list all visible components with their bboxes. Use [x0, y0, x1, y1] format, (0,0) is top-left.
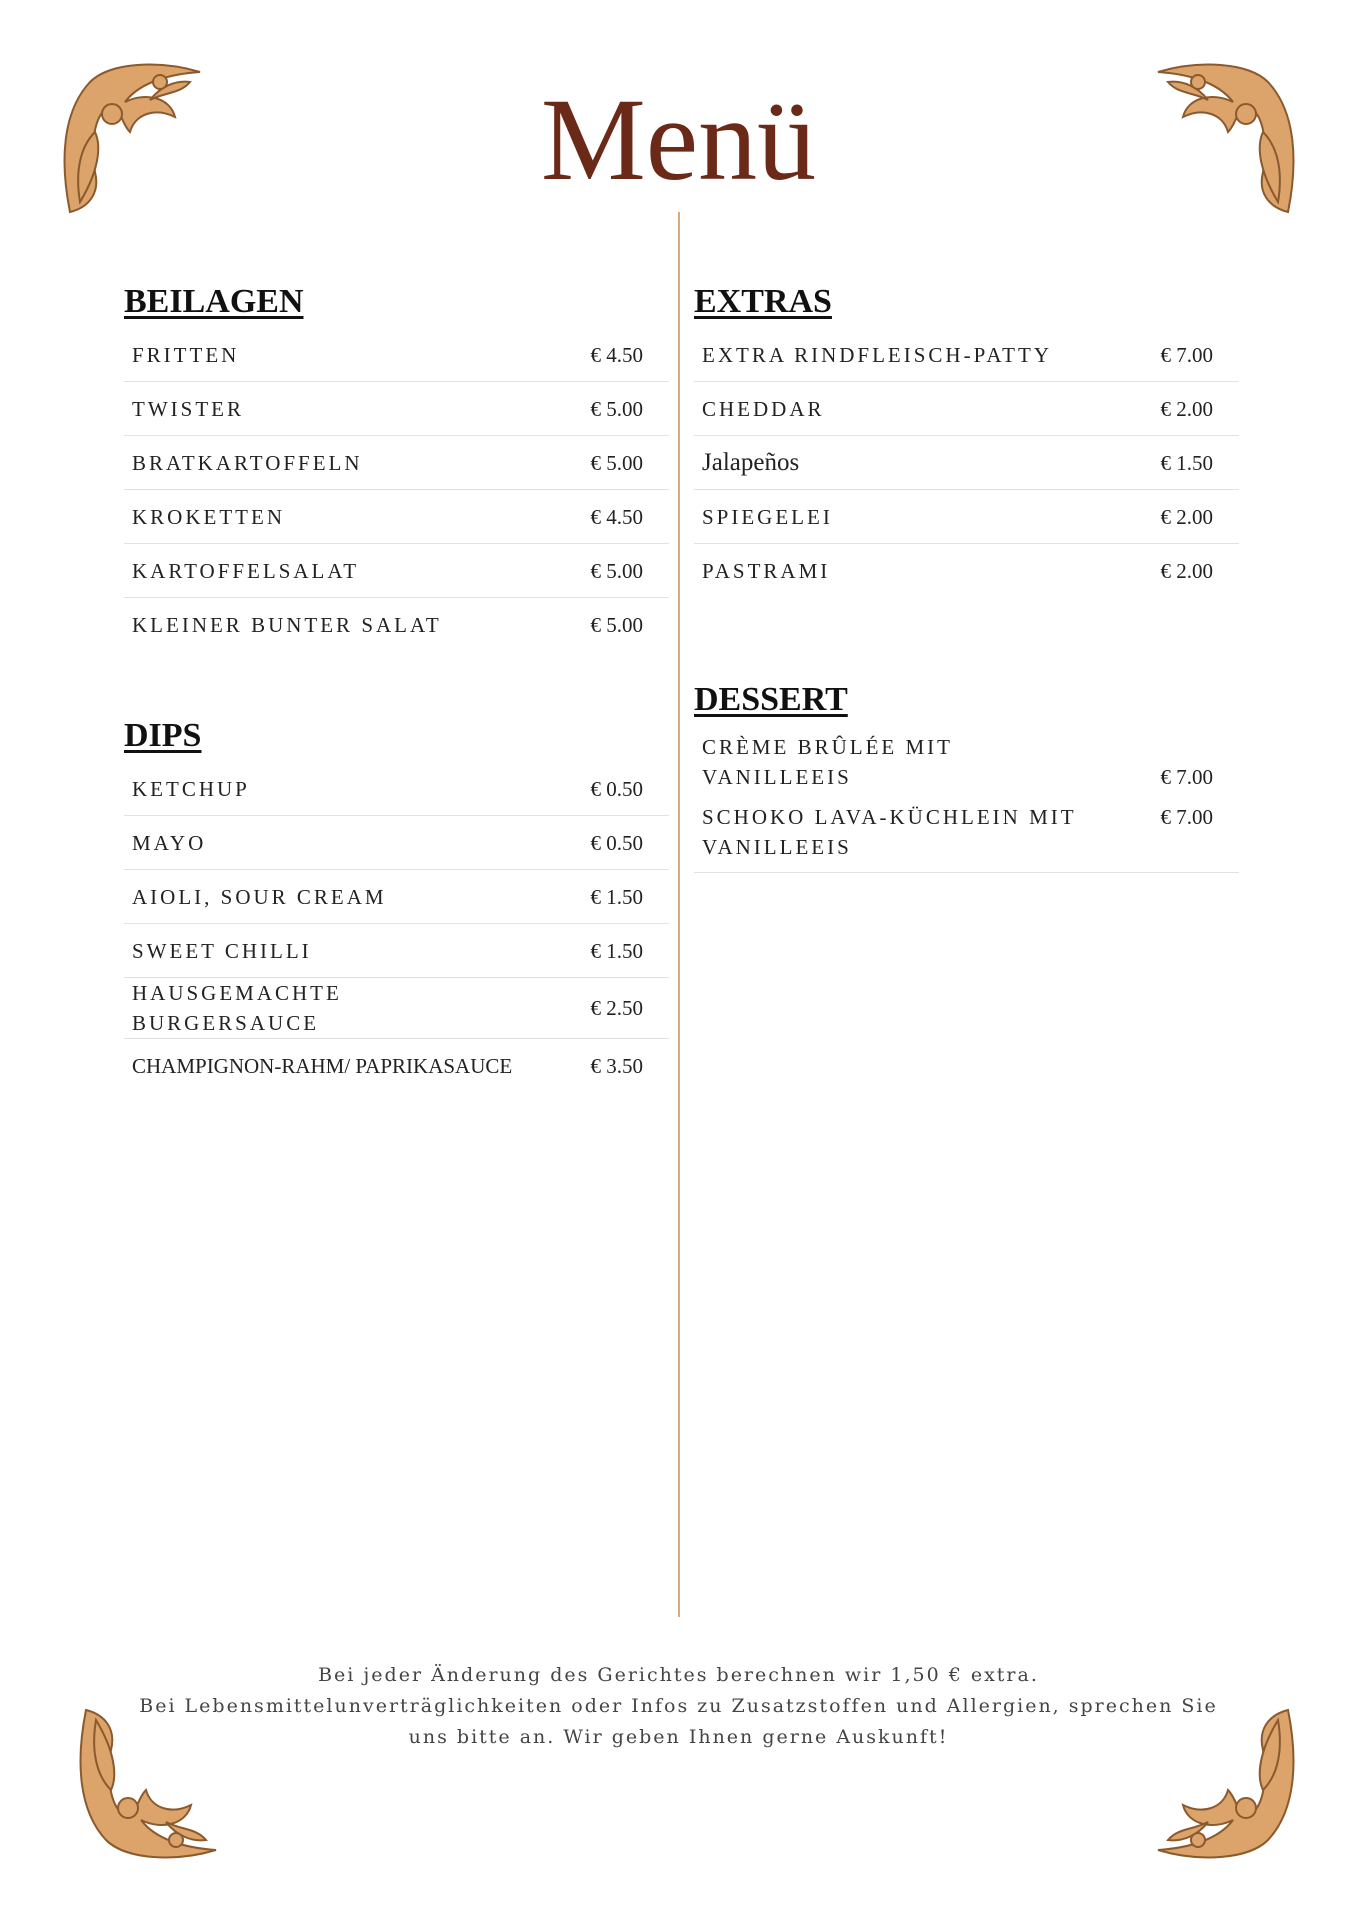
- item-name: PASTRAMI: [702, 559, 831, 583]
- column-divider: [678, 212, 680, 1617]
- item-price: € 3.50: [590, 1054, 643, 1078]
- menu-item: [124, 436, 669, 490]
- section-title: DIPS: [124, 717, 202, 754]
- item-price: € 5.00: [590, 558, 643, 583]
- item-price: € 2.50: [590, 996, 643, 1020]
- menu-item: [694, 490, 1239, 544]
- item-price: € 0.50: [590, 830, 643, 855]
- section-title: DESSERT: [694, 681, 848, 718]
- item-name: AIOLI, SOUR CREAM: [132, 884, 387, 909]
- menu-item: [124, 816, 669, 870]
- item-name: CHEDDAR: [702, 396, 825, 421]
- menu-item: [124, 490, 669, 544]
- menu-item: [124, 328, 669, 382]
- menu-item: [124, 1039, 669, 1093]
- item-name: Jalapeños: [702, 448, 800, 476]
- item-price: € 7.00: [1160, 765, 1213, 789]
- item-name: KARTOFFELSALAT: [132, 558, 360, 583]
- menu-item: [694, 328, 1239, 382]
- item-price: € 2.00: [1160, 504, 1213, 529]
- page-title: Menü: [540, 74, 817, 205]
- section-dips: [124, 716, 669, 1093]
- menu-item: [694, 382, 1239, 436]
- item-name: CRÈME BRÛLÉE MIT VANILLEEIS: [702, 735, 953, 789]
- item-price: € 5.00: [590, 396, 643, 421]
- item-name: SPIEGELEI: [702, 504, 833, 529]
- item-price: € 4.50: [590, 504, 643, 529]
- item-price: € 0.50: [590, 776, 643, 801]
- item-price: € 5.00: [590, 450, 643, 475]
- section-extras: [694, 282, 1239, 598]
- item-name: KETCHUP: [132, 776, 250, 801]
- footer-note: [120, 1660, 1237, 1753]
- footer-line: Bei Lebensmittelunverträglichkeiten oder Infos zu Zusatzstoffen und Allergien, sprechen Sie uns bitte an. Wir geben Ihnen gerne Auskunft!: [139, 1695, 1218, 1748]
- menu-item: [124, 924, 669, 978]
- item-price: € 4.50: [590, 342, 643, 367]
- section-beilagen: [124, 282, 669, 652]
- menu-item: [124, 598, 669, 652]
- item-price: € 2.00: [1160, 396, 1213, 421]
- item-name: HAUSGEMACHTE BURGERSAUCE: [132, 981, 342, 1035]
- section-title: EXTRAS: [694, 283, 832, 320]
- section-dessert: [694, 680, 1239, 873]
- footer-line: Bei jeder Änderung des Gerichtes berechnen wir 1,50 € extra.: [318, 1664, 1039, 1686]
- item-name: SWEET CHILLI: [132, 938, 312, 963]
- item-price: € 1.50: [590, 884, 643, 909]
- item-price: € 7.00: [1160, 342, 1213, 367]
- menu-item: [124, 762, 669, 816]
- item-name: KLEINER BUNTER SALAT: [132, 613, 442, 637]
- item-price: € 5.00: [590, 613, 643, 637]
- item-name: BRATKARTOFFELN: [132, 450, 363, 475]
- item-price: € 1.50: [1160, 450, 1213, 475]
- item-name: EXTRA RINDFLEISCH-PATTY: [702, 342, 1052, 367]
- menu-item: [694, 436, 1239, 490]
- menu-item: [694, 796, 1239, 873]
- item-name: TWISTER: [132, 396, 244, 421]
- menu-item: [694, 726, 1239, 796]
- item-price: € 1.50: [590, 938, 643, 963]
- item-name: SCHOKO LAVA-KÜCHLEIN MIT VANILLEEIS: [702, 805, 1077, 859]
- item-name: MAYO: [132, 830, 207, 855]
- item-name: CHAMPIGNON-RAHM/ PAPRIKASAUCE: [132, 1054, 513, 1078]
- section-title: BEILAGEN: [124, 283, 304, 320]
- item-price: € 7.00: [1160, 805, 1213, 829]
- menu-item: [694, 544, 1239, 598]
- menu-item: [124, 544, 669, 598]
- menu-item: [124, 978, 669, 1039]
- item-price: € 2.00: [1160, 559, 1213, 583]
- item-name: FRITTEN: [132, 342, 240, 367]
- item-name: KROKETTEN: [132, 504, 285, 529]
- menu-item: [124, 382, 669, 436]
- menu-item: [124, 870, 669, 924]
